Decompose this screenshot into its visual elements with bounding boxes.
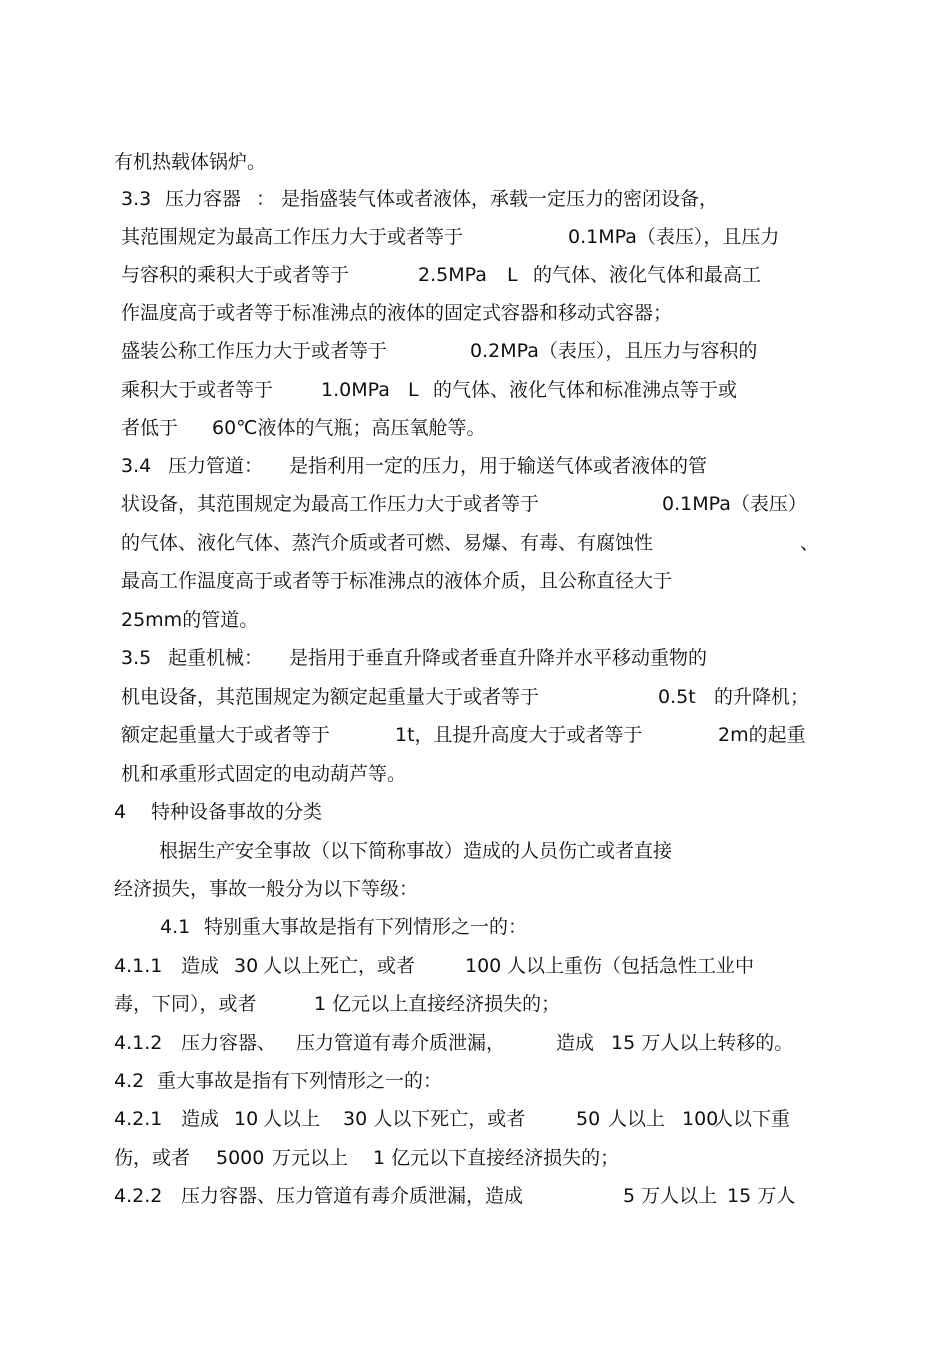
text-line [0,143,950,181]
text-segment: 造成 [181,955,220,977]
text-segment: 60℃液体的气瓶；高压氧舱等。 [212,417,486,439]
text-segment: 机和承重形式固定的电动葫芦等。 [121,763,407,785]
text-segment: 根据生产安全事故（以下简称事故）造成的人员伤亡或者直接 [159,840,673,862]
text-segment: 压力管道有毒介质泄漏， [296,1032,506,1054]
text-segment: 盛装公称工作压力大于或者等于 [121,340,388,362]
text-line [0,832,950,870]
text-segment: 4.1.2 [114,1032,163,1054]
text-segment: 10 [234,1108,259,1130]
text-segment: 是指利用一定的压力，用于输送气体或者液体的管 [289,455,708,477]
text-segment: 1 亿元以上直接经济损失的； [314,993,561,1015]
text-segment: 机电设备，其范围规定为额定起重量大于或者等于 [121,686,540,708]
text-segment: ： [256,188,276,210]
text-segment: 的气体、液化气体和标准沸点等于或 [433,379,738,401]
text-segment: 与容积的乘积大于或者等于 [121,264,350,286]
text-segment: 压力容器、压力管道有毒介质泄漏，造成 [181,1185,524,1207]
text-segment: 4.1 [160,916,191,938]
text-segment: 2.5MPa [418,264,487,286]
text-line [0,639,950,677]
text-line [0,870,950,908]
text-line [0,755,950,793]
text-segment: 状设备，其范围规定为最高工作压力大于或者等于 [121,493,540,515]
text-line [0,1139,950,1177]
text-segment: 100 [682,1108,719,1130]
text-segment: 15 万人 [727,1185,796,1207]
text-segment: 0.5t [658,686,696,708]
text-segment: 4.2 [114,1070,145,1092]
text-segment: 有机热载体锅炉。 [114,151,267,173]
text-segment: 0.2MPa（表压），且压力与容积的 [470,340,758,362]
text-line [0,180,950,218]
text-segment: 1t，且提升高度大于或者等于 [395,724,643,746]
text-segment: 其范围规定为最高工作压力大于或者等于 [121,226,464,248]
text-line [0,908,950,946]
text-segment: 伤，或者 [114,1147,191,1169]
text-segment: 造成 [181,1108,220,1130]
text-segment: 重大事故是指有下列情形之一的： [157,1070,443,1092]
text-segment: 5000 [216,1147,265,1169]
text-line [0,1062,950,1100]
text-segment: 4.2.2 [114,1185,163,1207]
text-line [0,371,950,409]
text-segment: 的气体、液化气体和最高工 [533,264,762,286]
text-line [0,409,950,447]
text-segment: 3.4 [121,455,152,477]
text-segment: 30 人以下死亡，或者 [343,1108,526,1130]
text-segment: 、 [800,532,820,554]
text-segment: 人以上死亡，或者 [263,955,416,977]
text-segment: 额定起重量大于或者等于 [121,724,331,746]
text-line [0,947,950,985]
text-segment: 万元以上 [272,1147,349,1169]
text-segment: 压力管道： [168,455,264,477]
text-segment: 0.1MPa（表压） [662,493,807,515]
text-line [0,524,950,562]
text-line [0,678,950,716]
text-line [0,562,950,600]
text-segment: 是指盛装气体或者液体，承载一定压力的密闭设备， [281,188,719,210]
text-segment: 经济损失，事故一般分为以下等级： [114,878,419,900]
text-segment: 特别重大事故是指有下列情形之一的： [204,916,528,938]
text-segment: 5 万人以上 [623,1185,718,1207]
text-segment: 1 亿元以下直接经济损失的； [373,1147,620,1169]
text-segment: 15 万人以上转移的。 [611,1032,794,1054]
text-segment: 毒，下同），或者 [114,993,257,1015]
text-line [0,332,950,370]
text-segment: 压力容器、 [181,1032,277,1054]
text-segment: 4.1.1 [114,955,163,977]
text-segment: 的升降机； [714,686,810,708]
text-segment: 人以上重伤（包括急性工业中 [507,955,755,977]
text-line [0,485,950,523]
text-segment: 4.2.1 [114,1108,163,1130]
text-segment: L [507,264,518,286]
text-segment: 是指用于垂直升降或者垂直升降并水平移动重物的 [289,647,708,669]
text-segment: 人以下重 [714,1108,791,1130]
text-line [0,256,950,294]
text-line [0,985,950,1023]
text-line [0,793,950,831]
text-segment: 特种设备事故的分类 [151,801,323,823]
text-segment: 4 [114,801,127,823]
text-segment: 人以上 [608,1108,666,1130]
text-line [0,1024,950,1062]
text-segment: 0.1MPa（表压），且压力 [568,226,780,248]
text-segment: 作温度高于或者等于标准沸点的液体的固定式容器和移动式容器； [121,302,673,324]
text-segment: 压力容器 [165,188,242,210]
text-segment: 1.0MPa [321,379,390,401]
text-line [0,447,950,485]
text-segment: 30 [234,955,259,977]
text-line [0,1177,950,1215]
text-segment: 最高工作温度高于或者等于标准沸点的液体介质，且公称直径大于 [121,570,673,592]
text-segment: 25mm的管道。 [121,609,259,631]
text-segment: 人以上 [263,1108,321,1130]
text-line [0,218,950,256]
text-segment: 3.3 [121,188,152,210]
text-segment: 者低于 [121,417,179,439]
text-segment: 乘积大于或者等于 [121,379,274,401]
text-segment: 2m的起重 [718,724,806,746]
text-line [0,294,950,332]
text-segment: 3.5 [121,647,152,669]
text-segment: 100 [465,955,502,977]
text-segment: 造成 [556,1032,595,1054]
text-segment: 50 [576,1108,601,1130]
text-segment: L [408,379,419,401]
text-line [0,1100,950,1138]
text-segment: 的气体、液化气体、蒸汽介质或者可燃、易爆、有毒、有腐蚀性 [121,532,654,554]
text-line [0,716,950,754]
text-line [0,601,950,639]
text-segment: 起重机械： [168,647,264,669]
